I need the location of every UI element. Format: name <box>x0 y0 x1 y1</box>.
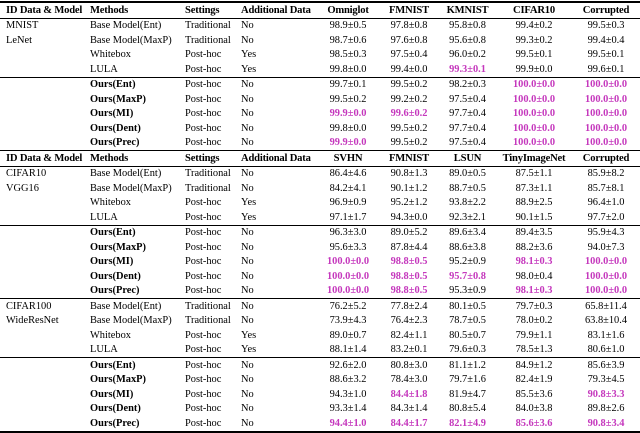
setting-cell: Traditional <box>185 315 231 326</box>
result-value-cell: 100.0±0.0 <box>512 122 556 134</box>
id-data-model-cell <box>0 240 88 255</box>
result-value-cell: 98.7±0.6 <box>329 34 367 46</box>
table-row <box>0 416 640 432</box>
table-row <box>0 314 640 329</box>
result-value-cell: 99.5±0.2 <box>390 137 428 148</box>
id-data-model-cell <box>0 284 88 299</box>
column-header-dataset: KMNIST <box>439 2 496 18</box>
result-value-cell: 85.9±8.2 <box>587 168 625 179</box>
result-value-cell: 98.5±0.3 <box>329 49 367 60</box>
additional-data-cell: No <box>241 403 254 414</box>
result-value-cell: 88.1±1.4 <box>329 344 367 355</box>
column-header-row <box>0 2 640 18</box>
id-data-model-cell <box>0 416 88 432</box>
table-row <box>0 136 640 151</box>
result-value-cell: 95.6±0.8 <box>449 34 486 46</box>
result-value-cell: 82.4±1.9 <box>515 374 553 385</box>
result-value-cell: 94.4±1.0 <box>329 417 367 429</box>
method-cell: Whitebox <box>90 49 131 60</box>
method-cell: Ours(Ent) <box>88 358 183 373</box>
result-value-cell: 92.6±2.0 <box>317 358 379 373</box>
setting-cell: Post-hoc <box>185 344 222 355</box>
result-value-cell: 94.3±0.0 <box>390 211 428 223</box>
result-value-cell: 100.0±0.0 <box>512 93 556 105</box>
id-data-model-cell <box>0 328 88 343</box>
column-header-dataset: Corrupted <box>572 151 640 167</box>
result-value-cell: 99.9±0.0 <box>329 137 367 148</box>
result-value-cell: 99.4±0.0 <box>390 63 428 75</box>
result-value-cell: 89.0±5.2 <box>379 225 439 240</box>
additional-data-cell: No <box>241 388 254 400</box>
id-data-model-cell <box>0 358 88 373</box>
setting-cell: Post-hoc <box>185 285 222 296</box>
additional-data-cell: No <box>241 108 254 119</box>
column-header-meta: Settings <box>183 2 239 18</box>
result-value-cell: 94.0±7.3 <box>587 241 625 253</box>
column-header-dataset: Corrupted <box>572 2 640 18</box>
result-value-cell: 79.7±1.6 <box>449 374 486 385</box>
additional-data-cell: No <box>239 77 317 92</box>
id-data-model-cell: MNIST <box>6 20 39 31</box>
table-row <box>0 48 640 63</box>
setting-cell: Post-hoc <box>185 211 222 223</box>
id-data-model-cell <box>0 121 88 136</box>
table-row <box>0 402 640 417</box>
result-value-cell: 96.0±0.2 <box>449 49 486 60</box>
table-row <box>0 121 640 136</box>
result-value-cell: 89.0±0.7 <box>329 329 367 341</box>
result-value-cell: 99.2±0.2 <box>390 93 428 105</box>
method-cell: Ours(MI) <box>90 388 134 400</box>
additional-data-cell: Yes <box>241 63 257 75</box>
result-value-cell: 80.8±3.0 <box>379 358 439 373</box>
result-value-cell: 84.3±1.4 <box>390 403 428 414</box>
result-value-cell: 99.5±0.3 <box>587 20 625 31</box>
method-cell: Ours(MaxP) <box>90 241 146 253</box>
additional-data-cell: Yes <box>241 344 257 355</box>
method-cell: Base Model(Ent) <box>88 299 183 314</box>
result-value-cell: 85.7±8.1 <box>587 182 625 194</box>
result-value-cell: 97.5±0.4 <box>449 93 486 105</box>
result-value-cell: 99.4±0.2 <box>515 20 553 31</box>
setting-cell: Post-hoc <box>183 77 239 92</box>
result-value-cell: 84.4±1.7 <box>390 417 428 429</box>
id-data-model-cell: VGG16 <box>6 182 39 194</box>
column-header-meta: Additional Data <box>239 2 317 18</box>
id-data-model-cell <box>0 373 88 388</box>
result-value-cell: 97.7±0.4 <box>449 122 486 134</box>
additional-data-cell: No <box>241 417 254 429</box>
additional-data-cell: No <box>239 225 317 240</box>
id-data-model-cell: LeNet <box>6 34 32 46</box>
result-value-cell: 95.2±1.2 <box>390 197 428 208</box>
additional-data-cell: No <box>241 93 254 105</box>
table-row <box>0 328 640 343</box>
result-value-cell: 97.7±2.0 <box>587 211 625 223</box>
id-data-model-cell: WideResNet <box>6 315 59 326</box>
result-value-cell: 99.8±0.0 <box>329 63 367 75</box>
additional-data-cell: Yes <box>241 49 257 60</box>
result-value-cell: 90.8±3.3 <box>587 388 625 400</box>
result-value-cell: 98.8±0.5 <box>390 270 428 282</box>
table-row <box>0 107 640 122</box>
result-value-cell: 98.1±0.3 <box>515 256 553 267</box>
result-value-cell: 88.9±2.5 <box>515 197 553 208</box>
column-header-meta: ID Data & Model <box>0 151 88 167</box>
result-value-cell: 78.7±0.5 <box>449 315 486 326</box>
result-value-cell: 77.8±2.4 <box>379 299 439 314</box>
result-value-cell: 95.6±3.3 <box>329 241 367 253</box>
additional-data-cell: No <box>241 20 254 31</box>
id-data-model-cell <box>0 196 88 211</box>
method-cell: Ours(Dent) <box>90 122 141 134</box>
method-cell: Base Model(MaxP) <box>90 34 172 46</box>
result-value-cell: 76.4±2.3 <box>390 315 428 326</box>
additional-data-cell: No <box>241 374 254 385</box>
id-data-model-cell <box>0 255 88 270</box>
result-value-cell: 85.6±3.6 <box>515 417 553 429</box>
id-data-model-cell <box>0 387 88 402</box>
result-value-cell: 87.8±4.4 <box>390 241 428 253</box>
table-row <box>0 284 640 299</box>
method-cell: Whitebox <box>90 197 131 208</box>
result-value-cell: 85.5±3.6 <box>515 388 553 400</box>
result-value-cell: 98.9±0.5 <box>329 20 367 31</box>
id-data-model-cell <box>0 136 88 151</box>
column-header-meta: Methods <box>88 151 183 167</box>
id-data-model-cell: CIFAR100 <box>0 299 88 314</box>
result-value-cell: 96.9±0.9 <box>329 197 367 208</box>
result-value-cell: 81.1±1.2 <box>439 358 496 373</box>
table-row <box>0 166 640 181</box>
table-row <box>0 18 640 33</box>
result-value-cell: 79.7±0.3 <box>496 299 572 314</box>
method-cell: LULA <box>90 211 118 223</box>
setting-cell: Post-hoc <box>183 225 239 240</box>
result-value-cell: 65.8±11.4 <box>572 299 640 314</box>
table-row <box>0 225 640 240</box>
method-cell: Ours(Prec) <box>90 417 140 429</box>
result-value-cell: 90.8±1.3 <box>390 168 428 179</box>
additional-data-cell: No <box>241 285 254 296</box>
result-value-cell: 100.0±0.0 <box>326 285 370 296</box>
id-data-model-cell: CIFAR10 <box>6 168 47 179</box>
setting-cell: Post-hoc <box>183 358 239 373</box>
additional-data-cell: No <box>241 315 254 326</box>
result-value-cell: 89.6±3.4 <box>439 225 496 240</box>
result-value-cell: 90.8±3.4 <box>587 417 625 429</box>
result-value-cell: 73.9±4.3 <box>329 315 367 326</box>
result-value-cell: 100.0±0.0 <box>572 77 640 92</box>
method-cell: Whitebox <box>90 329 131 341</box>
column-header-dataset: FMNIST <box>379 2 439 18</box>
results-table-body <box>0 2 640 432</box>
result-value-cell: 99.6±0.1 <box>587 63 625 75</box>
setting-cell: Traditional <box>183 299 239 314</box>
results-table <box>0 1 640 433</box>
method-cell: Ours(Prec) <box>90 137 140 148</box>
result-value-cell: 100.0±0.0 <box>326 270 370 282</box>
result-value-cell: 88.7±0.5 <box>449 182 486 194</box>
method-cell: Ours(Prec) <box>90 285 140 296</box>
result-value-cell: 89.8±2.6 <box>587 403 625 414</box>
result-value-cell: 95.2±0.9 <box>449 256 486 267</box>
setting-cell: Traditional <box>185 182 231 194</box>
result-value-cell: 78.0±0.2 <box>515 315 553 326</box>
table-row <box>0 387 640 402</box>
result-value-cell: 80.5±0.7 <box>449 329 486 341</box>
result-value-cell: 100.0±0.0 <box>584 108 628 119</box>
method-cell: LULA <box>90 63 118 75</box>
method-cell: Base Model(Ent) <box>90 168 162 179</box>
result-value-cell: 81.9±4.7 <box>449 388 486 400</box>
setting-cell: Post-hoc <box>185 63 222 75</box>
additional-data-cell: Yes <box>241 329 257 341</box>
method-cell: Base Model(Ent) <box>90 20 162 31</box>
table-row <box>0 299 640 314</box>
result-value-cell: 99.6±0.2 <box>390 108 428 119</box>
additional-data-cell: No <box>241 168 254 179</box>
additional-data-cell: No <box>241 241 254 253</box>
setting-cell: Post-hoc <box>185 403 222 414</box>
result-value-cell: 90.1±1.5 <box>515 211 553 223</box>
result-value-cell: 100.0±0.0 <box>584 93 628 105</box>
table-row <box>0 269 640 284</box>
setting-cell: Post-hoc <box>185 137 222 148</box>
result-value-cell: 87.5±1.1 <box>515 168 553 179</box>
additional-data-cell: No <box>241 122 254 134</box>
result-value-cell: 80.6±1.0 <box>587 344 625 355</box>
result-value-cell: 84.4±1.8 <box>390 388 428 400</box>
result-value-cell: 93.3±1.4 <box>329 403 367 414</box>
result-value-cell: 99.5±0.2 <box>329 93 367 105</box>
table-row <box>0 33 640 48</box>
result-value-cell: 86.4±4.6 <box>329 168 367 179</box>
result-value-cell: 78.4±3.0 <box>390 374 428 385</box>
setting-cell: Post-hoc <box>185 256 222 267</box>
method-cell: Base Model(MaxP) <box>90 182 172 194</box>
setting-cell: Post-hoc <box>185 329 222 341</box>
column-header-meta: Settings <box>183 151 239 167</box>
result-value-cell: 94.3±1.0 <box>329 388 367 400</box>
table-row <box>0 92 640 107</box>
additional-data-cell: No <box>239 358 317 373</box>
result-value-cell: 99.8±0.0 <box>329 122 367 134</box>
method-cell: Ours(MaxP) <box>90 374 146 385</box>
result-value-cell: 80.8±5.4 <box>449 403 486 414</box>
id-data-model-cell <box>0 343 88 358</box>
result-value-cell: 78.5±1.3 <box>515 344 553 355</box>
method-cell: Ours(Dent) <box>90 270 141 282</box>
result-value-cell: 97.5±0.4 <box>449 137 486 148</box>
setting-cell: Post-hoc <box>185 417 222 429</box>
additional-data-cell: Yes <box>241 197 257 208</box>
table-row <box>0 255 640 270</box>
result-value-cell: 96.4±1.0 <box>587 197 625 208</box>
setting-cell: Post-hoc <box>185 93 222 105</box>
result-value-cell: 79.9±1.1 <box>515 329 553 341</box>
result-value-cell: 97.1±1.7 <box>329 211 367 223</box>
result-value-cell: 96.3±3.0 <box>317 225 379 240</box>
result-value-cell: 88.2±3.6 <box>515 241 553 253</box>
method-cell: Ours(MI) <box>90 256 134 267</box>
result-value-cell: 63.8±10.4 <box>584 315 628 326</box>
column-header-row <box>0 151 640 167</box>
result-value-cell: 88.6±3.2 <box>329 374 367 385</box>
id-data-model-cell <box>0 77 88 92</box>
table-row <box>0 210 640 225</box>
result-value-cell: 100.0±0.0 <box>584 122 628 134</box>
method-cell: Ours(Dent) <box>90 403 141 414</box>
setting-cell: Traditional <box>185 168 231 179</box>
id-data-model-cell <box>0 402 88 417</box>
method-cell: Ours(MI) <box>90 108 134 119</box>
result-value-cell: 99.3±0.2 <box>515 34 553 46</box>
setting-cell: Post-hoc <box>185 388 222 400</box>
result-value-cell: 82.1±4.9 <box>449 417 486 429</box>
additional-data-cell: No <box>241 270 254 282</box>
setting-cell: Post-hoc <box>185 197 222 208</box>
setting-cell: Traditional <box>185 34 231 46</box>
result-value-cell: 92.3±2.1 <box>449 211 486 223</box>
result-value-cell: 83.1±1.6 <box>587 329 625 341</box>
result-value-cell: 98.1±0.3 <box>515 285 553 296</box>
id-data-model-cell <box>0 48 88 63</box>
result-value-cell: 98.0±0.4 <box>515 270 553 282</box>
method-cell: Ours(MaxP) <box>90 93 146 105</box>
result-value-cell: 89.4±3.5 <box>496 225 572 240</box>
column-header-meta: ID Data & Model <box>0 2 88 18</box>
result-value-cell: 98.8±0.5 <box>390 256 428 267</box>
id-data-model-cell <box>0 107 88 122</box>
result-value-cell: 97.8±0.8 <box>390 20 428 31</box>
result-value-cell: 99.3±0.1 <box>449 63 486 75</box>
result-value-cell: 99.5±0.1 <box>587 49 625 60</box>
result-value-cell: 95.9±4.3 <box>572 225 640 240</box>
result-value-cell: 95.3±0.9 <box>449 285 486 296</box>
result-value-cell: 99.5±0.2 <box>390 122 428 134</box>
method-cell: Base Model(MaxP) <box>90 315 172 326</box>
result-value-cell: 99.5±0.2 <box>379 77 439 92</box>
table-row <box>0 77 640 92</box>
additional-data-cell: No <box>241 137 254 148</box>
column-header-dataset: SVHN <box>317 151 379 167</box>
result-value-cell: 99.9±0.0 <box>515 63 553 75</box>
result-value-cell: 100.0±0.0 <box>326 256 370 267</box>
id-data-model-cell <box>0 62 88 77</box>
setting-cell: Post-hoc <box>185 270 222 282</box>
method-cell: Ours(Ent) <box>88 77 183 92</box>
result-value-cell: 95.7±0.8 <box>449 270 486 282</box>
table-row <box>0 373 640 388</box>
result-value-cell: 82.4±1.1 <box>390 329 428 341</box>
id-data-model-cell <box>0 225 88 240</box>
result-value-cell: 93.8±2.2 <box>449 197 486 208</box>
result-value-cell: 97.5±0.4 <box>390 49 428 60</box>
result-value-cell: 97.6±0.8 <box>390 34 428 46</box>
id-data-model-cell <box>0 92 88 107</box>
setting-cell: Post-hoc <box>185 374 222 385</box>
result-value-cell: 100.0±0.0 <box>584 137 628 148</box>
method-cell: Ours(Ent) <box>88 225 183 240</box>
column-header-dataset: FMNIST <box>379 151 439 167</box>
result-value-cell: 98.8±0.5 <box>390 285 428 296</box>
result-value-cell: 84.9±1.2 <box>496 358 572 373</box>
table-row <box>0 62 640 77</box>
result-value-cell: 84.0±3.8 <box>515 403 553 414</box>
column-header-meta: Additional Data <box>239 151 317 167</box>
result-value-cell: 85.6±3.9 <box>572 358 640 373</box>
table-row <box>0 196 640 211</box>
additional-data-cell: Yes <box>241 211 257 223</box>
result-value-cell: 76.2±5.2 <box>317 299 379 314</box>
id-data-model-cell <box>0 210 88 225</box>
result-value-cell: 87.3±1.1 <box>515 182 553 194</box>
table-row <box>0 358 640 373</box>
column-header-dataset: TinyImageNet <box>496 151 572 167</box>
result-value-cell: 90.1±1.2 <box>390 182 428 194</box>
result-value-cell: 100.0±0.0 <box>496 77 572 92</box>
column-header-dataset: CIFAR10 <box>496 2 572 18</box>
result-value-cell: 88.6±3.8 <box>449 241 486 253</box>
setting-cell: Post-hoc <box>185 241 222 253</box>
result-value-cell: 100.0±0.0 <box>584 285 628 296</box>
setting-cell: Post-hoc <box>185 108 222 119</box>
setting-cell: Post-hoc <box>185 49 222 60</box>
result-value-cell: 89.0±0.5 <box>449 168 486 179</box>
column-header-meta: Methods <box>88 2 183 18</box>
result-value-cell: 79.3±4.5 <box>587 374 625 385</box>
method-cell: LULA <box>90 344 118 355</box>
result-value-cell: 97.7±0.4 <box>449 108 486 119</box>
result-value-cell: 99.4±0.4 <box>587 34 625 46</box>
result-value-cell: 100.0±0.0 <box>584 256 628 267</box>
setting-cell: Traditional <box>185 20 231 31</box>
result-value-cell: 84.2±4.1 <box>329 182 367 194</box>
result-value-cell: 99.9±0.0 <box>329 108 367 119</box>
result-value-cell: 100.0±0.0 <box>512 137 556 148</box>
column-header-dataset: LSUN <box>439 151 496 167</box>
table-row <box>0 240 640 255</box>
result-value-cell: 100.0±0.0 <box>584 270 628 282</box>
id-data-model-cell <box>0 269 88 284</box>
result-value-cell: 95.8±0.8 <box>449 20 486 31</box>
result-value-cell: 79.6±0.3 <box>449 344 486 355</box>
additional-data-cell: No <box>241 256 254 267</box>
result-value-cell: 98.2±0.3 <box>439 77 496 92</box>
additional-data-cell: No <box>241 34 254 46</box>
table-row <box>0 343 640 358</box>
result-value-cell: 99.7±0.1 <box>317 77 379 92</box>
setting-cell: Post-hoc <box>185 122 222 134</box>
additional-data-cell: No <box>239 299 317 314</box>
additional-data-cell: No <box>241 182 254 194</box>
result-value-cell: 99.5±0.1 <box>515 49 553 60</box>
result-value-cell: 80.1±0.5 <box>439 299 496 314</box>
column-header-dataset: Omniglot <box>317 2 379 18</box>
table-row <box>0 181 640 196</box>
result-value-cell: 100.0±0.0 <box>512 108 556 119</box>
result-value-cell: 83.2±0.1 <box>390 344 428 355</box>
